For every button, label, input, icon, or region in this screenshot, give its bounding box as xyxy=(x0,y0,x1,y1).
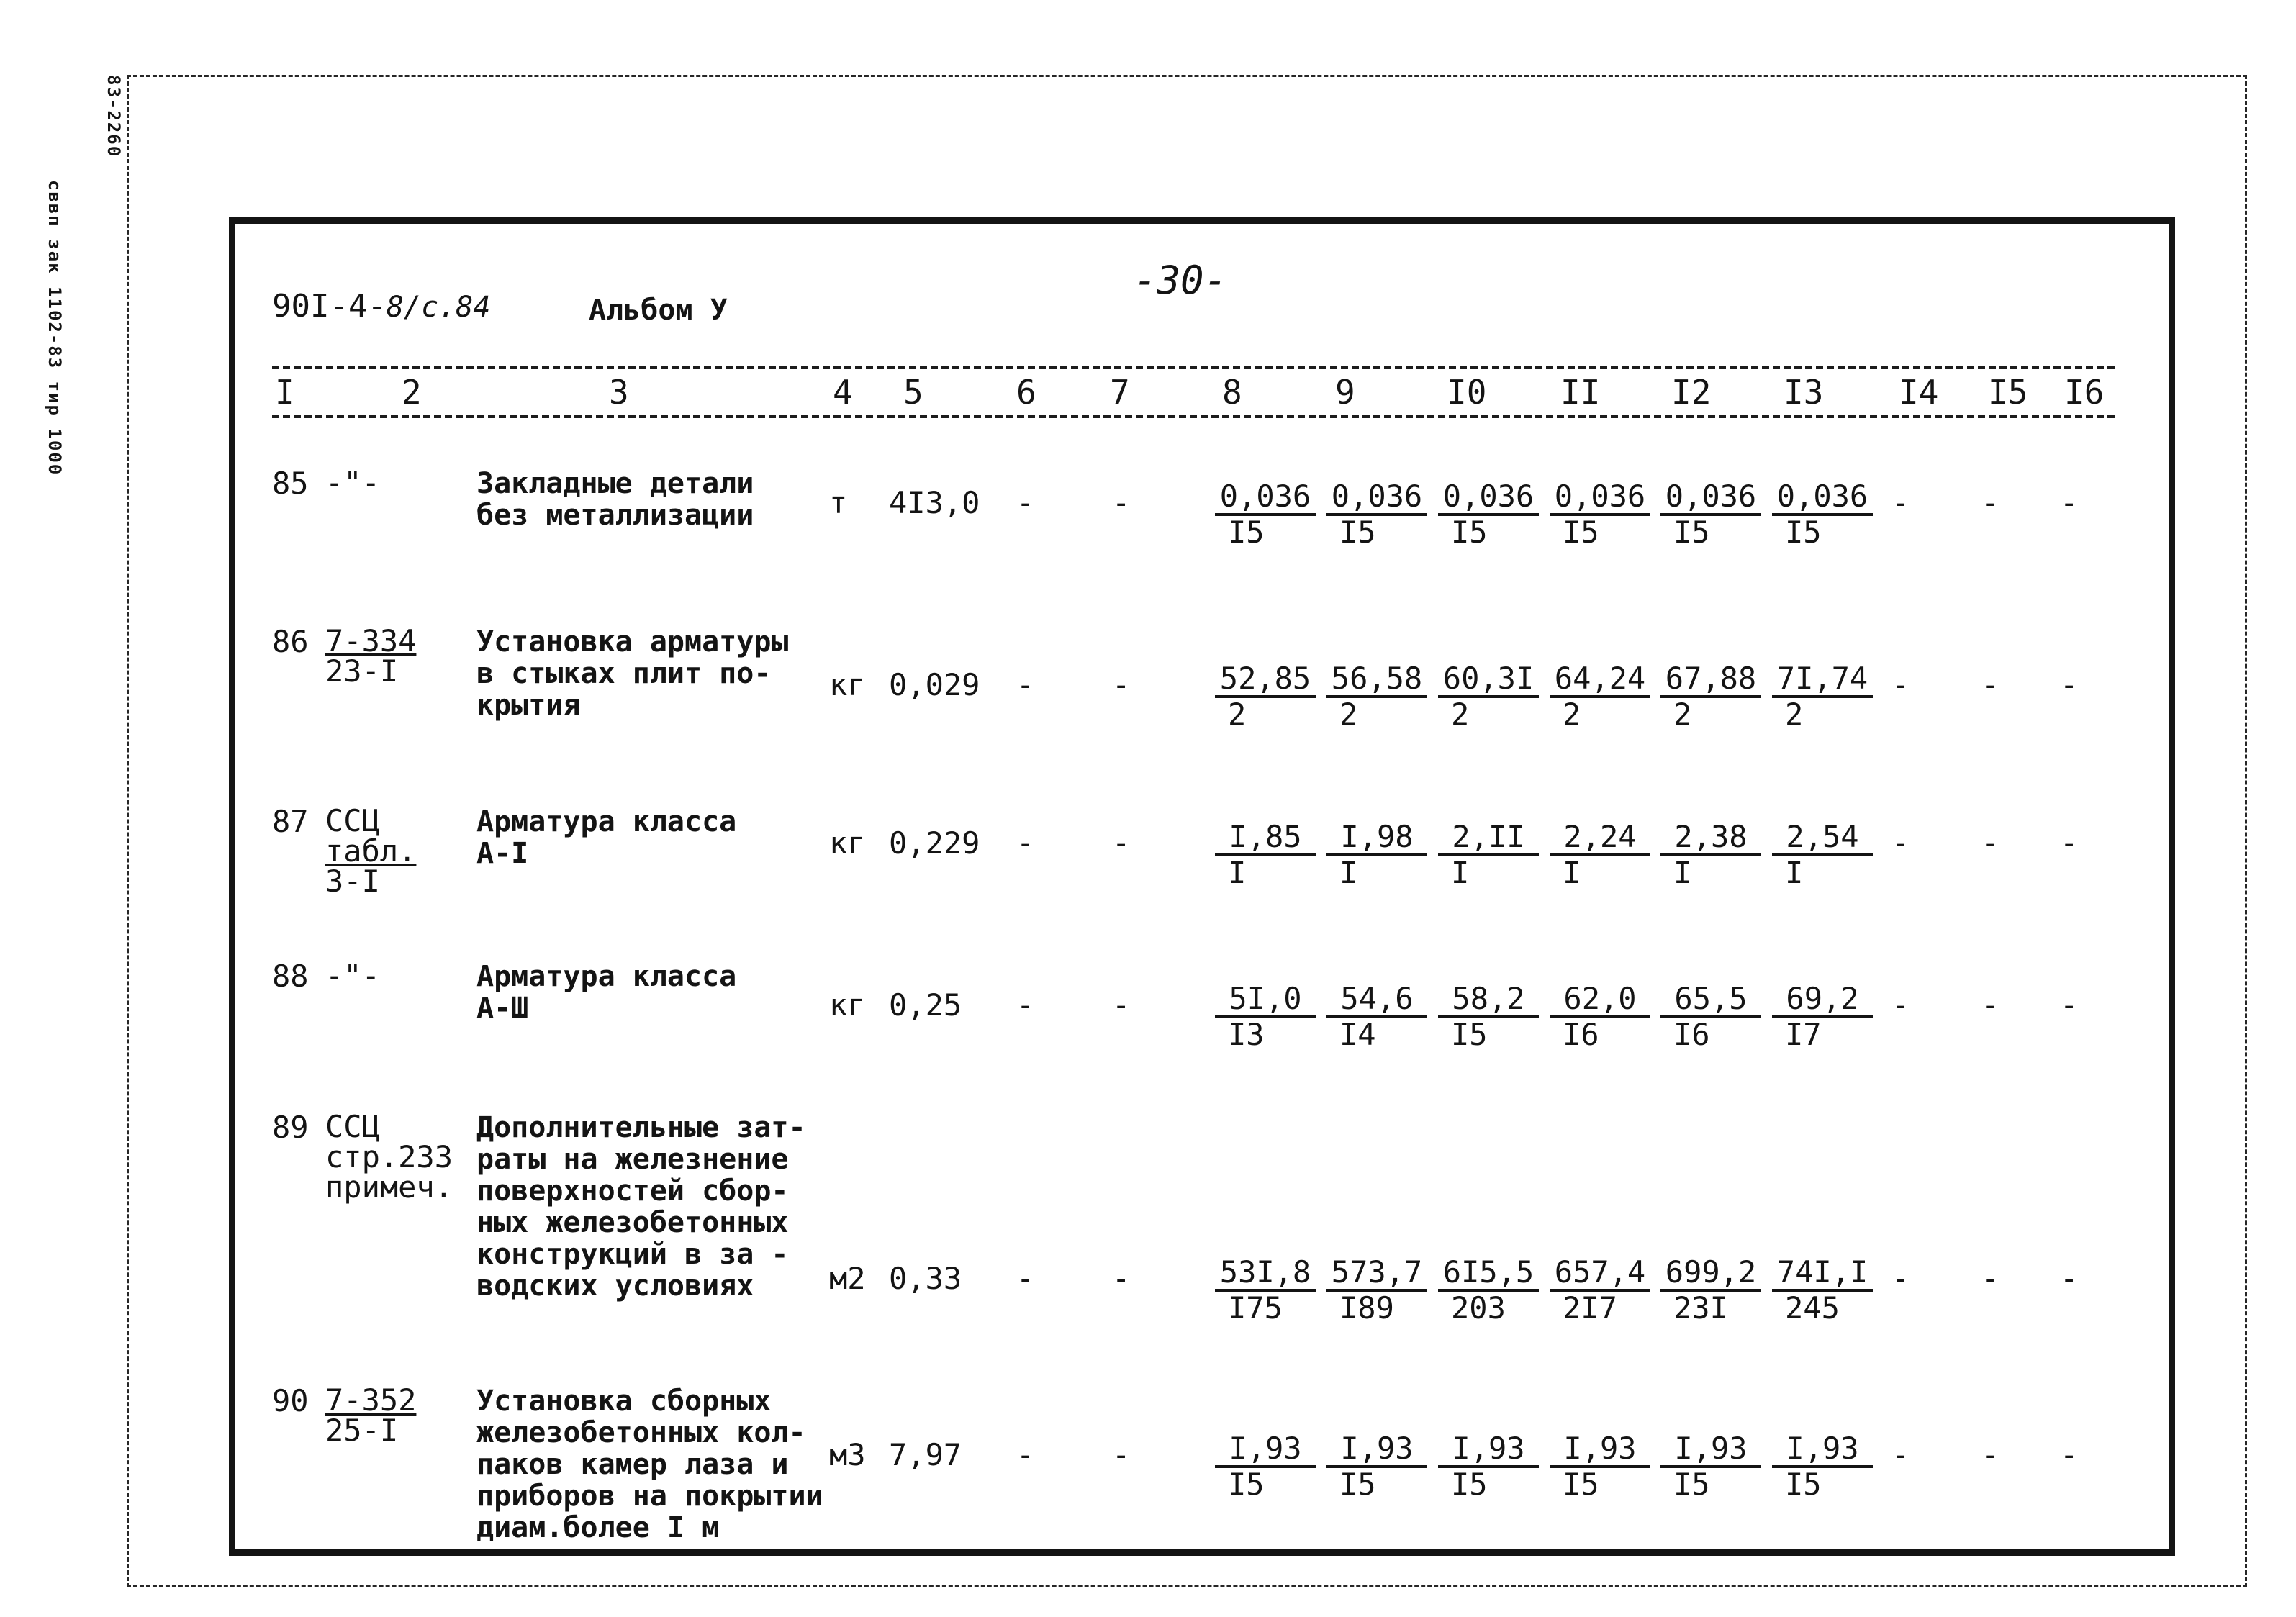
reference-line: -"- xyxy=(325,465,380,500)
reference-line: 7-334 xyxy=(325,623,417,658)
reference-line: стр.233 xyxy=(325,1139,453,1174)
row-col14: - xyxy=(1892,825,1910,861)
row-description: Закладные детали без металлизации xyxy=(476,467,754,532)
col-head: 6 xyxy=(1016,373,1036,412)
row-unit: кг xyxy=(829,987,866,1023)
row-col6: - xyxy=(1016,1261,1035,1296)
value-fraction xyxy=(1215,481,1316,548)
value-fraction xyxy=(1772,481,1873,548)
value-denominator: I7 xyxy=(1785,1017,1822,1052)
row-unit: кг xyxy=(829,825,866,861)
album-label: Альбом У xyxy=(589,294,728,327)
value-numerator: 699,2 xyxy=(1660,1257,1761,1292)
value-fraction xyxy=(1215,663,1316,730)
row-reference xyxy=(325,465,380,500)
value-numerator: 64,24 xyxy=(1550,663,1650,698)
reference-line: 7-352 xyxy=(325,1382,417,1418)
value-numerator: 0,036 xyxy=(1326,481,1427,516)
value-denominator: I75 xyxy=(1228,1290,1283,1326)
row-quantity: 4I3,0 xyxy=(889,485,980,520)
value-numerator: 657,4 xyxy=(1550,1257,1650,1292)
value-fraction xyxy=(1326,1254,1427,1326)
value-fraction xyxy=(1215,1433,1316,1500)
row-unit: т xyxy=(829,485,848,520)
row-quantity: 0,229 xyxy=(889,825,980,861)
row-col16: - xyxy=(2060,1261,2079,1296)
value-numerator: 54,6 xyxy=(1326,984,1427,1018)
value-denominator: I xyxy=(1451,855,1470,890)
value-numerator: 0,036 xyxy=(1660,481,1761,516)
value-fraction xyxy=(1660,1433,1761,1500)
row-description: Установка сборных железобетонных кол- паков камер лаза и приборов на покрытии диам.более I м xyxy=(476,1385,823,1544)
row-number: 90 xyxy=(272,1383,309,1418)
row-col16: - xyxy=(2060,667,2079,702)
value-fraction xyxy=(1660,1254,1761,1326)
margin-order: сввп зак 1102-83 тир 1000 xyxy=(45,180,65,476)
value-numerator: 0,036 xyxy=(1215,481,1316,516)
value-fraction xyxy=(1326,481,1427,548)
value-denominator: I5 xyxy=(1228,515,1265,550)
value-fraction xyxy=(1772,1433,1873,1500)
value-denominator: 2I7 xyxy=(1563,1290,1617,1326)
value-numerator: I,98 xyxy=(1326,822,1427,856)
col-head: 8 xyxy=(1222,373,1242,412)
row-col7: - xyxy=(1112,485,1131,520)
value-fraction xyxy=(1326,981,1427,1052)
row-number: 89 xyxy=(272,1110,309,1145)
margin-stamp: 83-2260 xyxy=(104,75,124,158)
value-numerator: 0,036 xyxy=(1550,481,1650,516)
row-quantity: 7,97 xyxy=(889,1437,962,1472)
value-denominator: I3 xyxy=(1228,1017,1265,1052)
reference-line: -"- xyxy=(325,958,380,993)
reference-line: ССЦ xyxy=(325,1109,380,1144)
row-col15: - xyxy=(1981,987,1999,1023)
row-col7: - xyxy=(1112,667,1131,702)
col-head: 9 xyxy=(1335,373,1355,412)
row-col6: - xyxy=(1016,825,1035,861)
value-numerator: I,93 xyxy=(1550,1433,1650,1468)
row-unit: м3 xyxy=(829,1437,866,1472)
col-head: I0 xyxy=(1447,373,1487,412)
value-fraction xyxy=(1772,819,1873,890)
row-reference xyxy=(325,958,380,993)
reference-line: табл. xyxy=(325,833,417,869)
value-denominator: I4 xyxy=(1339,1017,1376,1052)
row-description: Арматура класса А-Ш xyxy=(476,960,737,1025)
value-numerator: 56,58 xyxy=(1326,663,1427,698)
reference-line: примеч. xyxy=(325,1169,453,1205)
row-number: 86 xyxy=(272,624,309,659)
document-code: 90I-4-8/с.84 xyxy=(272,288,491,325)
value-fraction xyxy=(1215,819,1316,890)
row-description: Арматура класса А-I xyxy=(476,805,737,870)
value-denominator: 2 xyxy=(1563,697,1581,732)
row-col14: - xyxy=(1892,485,1910,520)
value-denominator: 203 xyxy=(1451,1290,1506,1326)
row-reference xyxy=(325,1109,453,1205)
value-denominator: I5 xyxy=(1451,515,1488,550)
value-denominator: 2 xyxy=(1228,697,1247,732)
value-denominator: I5 xyxy=(1673,515,1710,550)
value-denominator: 2 xyxy=(1785,697,1804,732)
row-unit: м2 xyxy=(829,1261,866,1296)
col-head: I6 xyxy=(2064,373,2105,412)
value-numerator: 5I,0 xyxy=(1215,984,1316,1018)
value-denominator: I5 xyxy=(1673,1467,1710,1502)
row-col14: - xyxy=(1892,987,1910,1023)
reference-line: 25-I xyxy=(325,1413,399,1448)
value-numerator: I,93 xyxy=(1660,1433,1761,1468)
row-number: 87 xyxy=(272,804,309,839)
value-numerator: 573,7 xyxy=(1326,1257,1427,1292)
value-numerator: 7I,74 xyxy=(1772,663,1873,698)
row-col15: - xyxy=(1981,485,1999,520)
header-line-bottom xyxy=(272,415,2115,418)
value-fraction xyxy=(1550,1433,1650,1500)
value-numerator: 58,2 xyxy=(1438,984,1539,1018)
value-numerator: 65,5 xyxy=(1660,984,1761,1018)
row-quantity: 0,25 xyxy=(889,987,962,1023)
value-fraction xyxy=(1660,819,1761,890)
row-col6: - xyxy=(1016,1437,1035,1472)
row-reference xyxy=(325,803,417,899)
value-numerator: 2,54 xyxy=(1772,822,1873,856)
value-numerator: 52,85 xyxy=(1215,663,1316,698)
value-numerator: I,93 xyxy=(1438,1433,1539,1468)
value-denominator: I5 xyxy=(1339,1467,1376,1502)
value-numerator: 0,036 xyxy=(1438,481,1539,516)
value-numerator: I,93 xyxy=(1326,1433,1427,1468)
row-unit: кг xyxy=(829,667,866,702)
value-fraction xyxy=(1438,663,1539,730)
value-numerator: 60,3I xyxy=(1438,663,1539,698)
row-number: 85 xyxy=(272,466,309,501)
value-denominator: 2 xyxy=(1451,697,1470,732)
value-numerator: 0,036 xyxy=(1772,481,1873,516)
value-fraction xyxy=(1215,981,1316,1052)
row-col7: - xyxy=(1112,825,1131,861)
value-numerator: 2,38 xyxy=(1660,822,1761,856)
value-fraction xyxy=(1772,663,1873,730)
row-col6: - xyxy=(1016,667,1035,702)
row-col16: - xyxy=(2060,825,2079,861)
value-numerator: 53I,8 xyxy=(1215,1257,1316,1292)
value-denominator: I5 xyxy=(1785,1467,1822,1502)
value-fraction xyxy=(1438,981,1539,1052)
value-fraction xyxy=(1660,663,1761,730)
reference-line: 23-I xyxy=(325,653,399,689)
value-numerator: I,93 xyxy=(1215,1433,1316,1468)
value-numerator: 2,II xyxy=(1438,822,1539,856)
row-number: 88 xyxy=(272,959,309,994)
col-head: I xyxy=(275,373,295,412)
col-head: 7 xyxy=(1110,373,1130,412)
col-head: I3 xyxy=(1784,373,1824,412)
value-numerator: 62,0 xyxy=(1550,984,1650,1018)
value-denominator: I5 xyxy=(1339,515,1376,550)
value-fraction xyxy=(1438,481,1539,548)
value-denominator: I5 xyxy=(1451,1467,1488,1502)
row-col15: - xyxy=(1981,1437,1999,1472)
value-denominator: I5 xyxy=(1563,515,1599,550)
value-numerator: I,85 xyxy=(1215,822,1316,856)
value-numerator: 6I5,5 xyxy=(1438,1257,1539,1292)
value-fraction xyxy=(1772,1254,1873,1326)
value-fraction xyxy=(1326,663,1427,730)
value-numerator: 74I,I xyxy=(1772,1257,1873,1292)
row-description: Дополнительные зат- раты на железнение поверхностей сбор- ных железобетонных конструкций в за - водских условиях xyxy=(476,1111,806,1303)
col-head: I2 xyxy=(1671,373,1712,412)
value-fraction xyxy=(1660,981,1761,1052)
value-denominator: I xyxy=(1673,855,1692,890)
header-line-top xyxy=(272,366,2115,369)
value-numerator: 2,24 xyxy=(1550,822,1650,856)
col-head: 2 xyxy=(402,373,422,412)
row-col15: - xyxy=(1981,825,1999,861)
value-denominator: I xyxy=(1785,855,1804,890)
col-head: 5 xyxy=(903,373,923,412)
value-denominator: I xyxy=(1228,855,1247,890)
col-head: 4 xyxy=(833,373,853,412)
value-denominator: 245 xyxy=(1785,1290,1840,1326)
row-col14: - xyxy=(1892,667,1910,702)
row-col7: - xyxy=(1112,1437,1131,1472)
value-fraction xyxy=(1215,1254,1316,1326)
page-number: -30- xyxy=(1134,258,1228,303)
value-denominator: 2 xyxy=(1673,697,1692,732)
row-col14: - xyxy=(1892,1437,1910,1472)
handwritten-code: 8/с.84 xyxy=(386,291,491,324)
col-head: I4 xyxy=(1899,373,1939,412)
value-fraction xyxy=(1660,481,1761,548)
row-col15: - xyxy=(1981,667,1999,702)
row-col7: - xyxy=(1112,987,1131,1023)
value-fraction xyxy=(1550,481,1650,548)
value-numerator: 69,2 xyxy=(1772,984,1873,1018)
value-fraction xyxy=(1550,663,1650,730)
value-denominator: I xyxy=(1563,855,1581,890)
row-col16: - xyxy=(2060,1437,2079,1472)
row-col14: - xyxy=(1892,1261,1910,1296)
value-fraction xyxy=(1326,1433,1427,1500)
row-reference xyxy=(325,623,417,689)
value-fraction xyxy=(1772,981,1873,1052)
row-col15: - xyxy=(1981,1261,1999,1296)
value-numerator: I,93 xyxy=(1772,1433,1873,1468)
value-fraction xyxy=(1438,819,1539,890)
row-description: Установка арматуры в стыках плит по- крытия xyxy=(476,625,789,722)
value-denominator: I89 xyxy=(1339,1290,1394,1326)
value-numerator: 67,88 xyxy=(1660,663,1761,698)
row-col6: - xyxy=(1016,987,1035,1023)
value-denominator: I5 xyxy=(1451,1017,1488,1052)
value-denominator: I6 xyxy=(1673,1017,1710,1052)
value-denominator: I xyxy=(1339,855,1358,890)
reference-line: ССЦ xyxy=(325,803,380,838)
value-denominator: 23I xyxy=(1673,1290,1728,1326)
value-fraction xyxy=(1438,1254,1539,1326)
value-fraction xyxy=(1550,819,1650,890)
reference-line: 3-I xyxy=(325,864,380,899)
value-denominator: I6 xyxy=(1563,1017,1599,1052)
value-fraction xyxy=(1550,981,1650,1052)
row-reference xyxy=(325,1382,417,1448)
value-denominator: I5 xyxy=(1785,515,1822,550)
row-col6: - xyxy=(1016,485,1035,520)
row-col16: - xyxy=(2060,987,2079,1023)
value-denominator: I5 xyxy=(1563,1467,1599,1502)
col-head: II xyxy=(1560,373,1601,412)
row-quantity: 0,33 xyxy=(889,1261,962,1296)
row-col7: - xyxy=(1112,1261,1131,1296)
col-head: I5 xyxy=(1988,373,2028,412)
value-denominator: 2 xyxy=(1339,697,1358,732)
row-col16: - xyxy=(2060,485,2079,520)
value-denominator: I5 xyxy=(1228,1467,1265,1502)
value-fraction xyxy=(1438,1433,1539,1500)
col-head: 3 xyxy=(609,373,629,412)
value-fraction xyxy=(1550,1254,1650,1326)
value-fraction xyxy=(1326,819,1427,890)
row-quantity: 0,029 xyxy=(889,667,980,702)
inner-frame xyxy=(229,217,2175,1556)
